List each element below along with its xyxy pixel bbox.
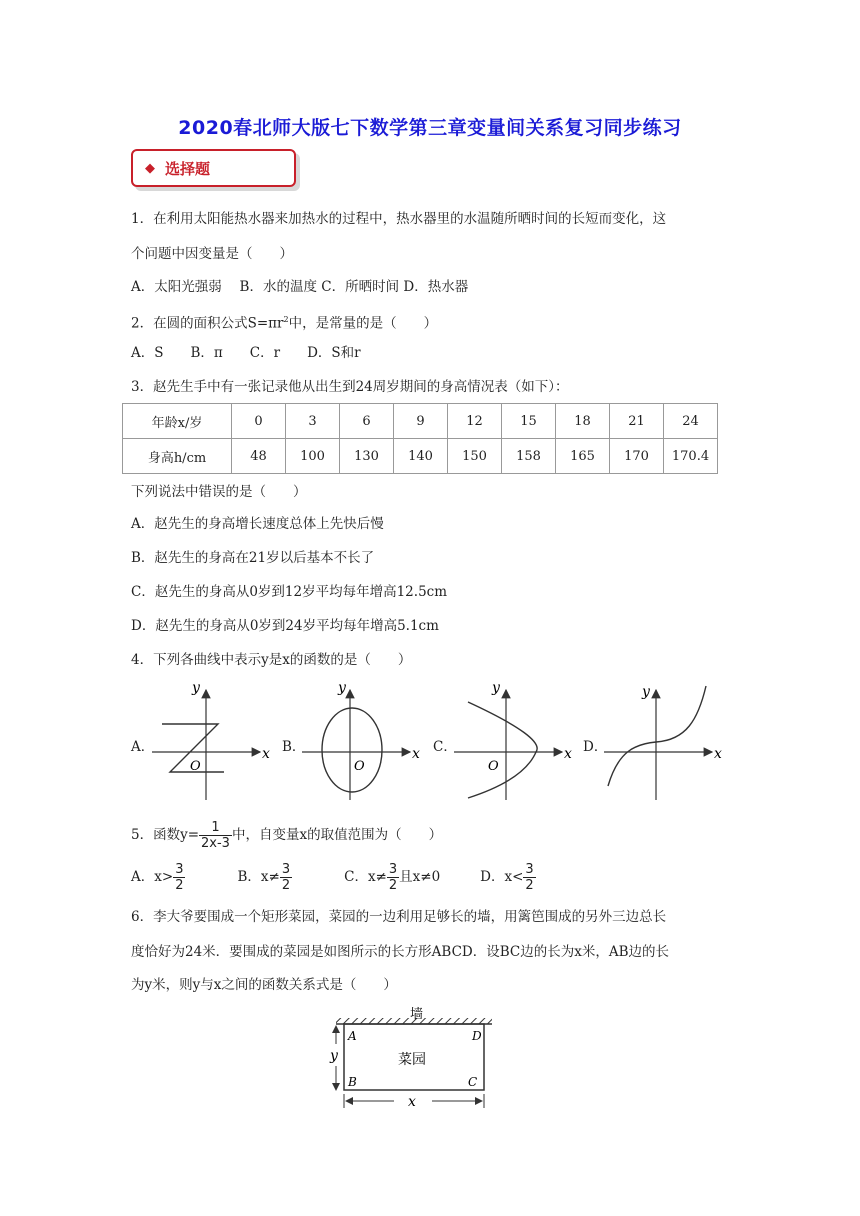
height-table: [122, 403, 718, 474]
graph-b-origin: O: [354, 759, 365, 774]
graph-b: [298, 680, 426, 806]
q2-stem: 2．在圆的面积公式$S=\pi r^2$中，是常量的是（ ）: [131, 315, 438, 332]
q3-option-d: D．赵先生的身高从0岁到24岁平均每年增高5.1cm: [131, 618, 439, 634]
page-title: 2020春北师大版七下数学第三章变量间关系复习同步练习: [178, 117, 682, 139]
garden-label: 菜园: [398, 1052, 426, 1068]
graph-d-x-label: x: [714, 746, 722, 762]
table-cell: 140: [394, 439, 448, 474]
q3-option-b: B．赵先生的身高在21岁以后基本不长了: [131, 550, 375, 566]
vertex-d: D: [472, 1029, 482, 1043]
q4-stem: 4．下列各曲线中表示y是x的函数的是（ ）: [131, 652, 412, 668]
table-cell: 130: [340, 439, 394, 474]
q4-label-a: A．: [131, 739, 155, 755]
graph-c-x-label: x: [564, 746, 572, 762]
table-cell: 6: [340, 404, 394, 439]
table-cell: 3: [286, 404, 340, 439]
vertex-b: B: [348, 1075, 357, 1089]
graph-c-origin: O: [488, 759, 499, 774]
q2-options: A．S B．π C．r D．S和r: [131, 345, 361, 361]
vertex-c: C: [468, 1075, 478, 1089]
q3-option-a: A．赵先生的身高增长速度总体上先快后慢: [131, 516, 384, 532]
q4-label-c: C．: [433, 739, 457, 755]
q5-stem: 5．函数y= $\frac{1}{2x-3}$ 中，自变量x的取值范围为（ ）: [131, 820, 443, 851]
dimension-x: x: [408, 1094, 416, 1110]
table-cell: 158: [502, 439, 556, 474]
table-row: [123, 404, 718, 439]
q1-options: A．太阳光强弱 B．水的温度 C．所晒时间 D．热水器: [131, 279, 469, 295]
q3-option-c: C．赵先生的身高从0岁到12岁平均每年增高12.5cm: [131, 584, 448, 600]
table-cell: 12: [448, 404, 502, 439]
graph-a-origin: O: [190, 759, 201, 774]
table-cell: 18: [556, 404, 610, 439]
table-cell: 170.4: [664, 439, 718, 474]
graph-c: [450, 680, 578, 806]
table-header-height: 身高h/cm: [123, 439, 232, 474]
graph-d: [600, 680, 728, 806]
vertex-a: A: [348, 1029, 357, 1043]
table-cell: 150: [448, 439, 502, 474]
graph-a: [148, 680, 276, 806]
q4-label-d: D．: [583, 739, 608, 755]
table-row: [123, 439, 718, 474]
graph-a-y-label: y: [192, 680, 200, 696]
q6-line3: 为y米，则y与x之间的函数关系式是（ ）: [131, 977, 397, 993]
dimension-y: y: [330, 1048, 338, 1064]
table-header-age: 年龄x/岁: [123, 404, 232, 439]
table-cell: 21: [610, 404, 664, 439]
q3-ask: 下列说法中错误的是（ ）: [131, 484, 307, 500]
garden-figure: [322, 1002, 502, 1114]
q6-line2: 度恰好为24米．要围成的菜园是如图所示的长方形ABCD．设BC边的长为x米，AB边的长: [131, 944, 670, 960]
diamond-icon: ◆: [145, 160, 155, 176]
table-cell: 0: [232, 404, 286, 439]
section-label: 选择题: [165, 159, 211, 178]
wall-label: 墙: [410, 1007, 424, 1022]
table-cell: 165: [556, 439, 610, 474]
section-header: [131, 149, 296, 187]
q5-option-b: B．x≠ $\frac{3}{2}$: [237, 862, 291, 893]
q5-options: [131, 860, 731, 894]
table-cell: 24: [664, 404, 718, 439]
q5-option-c: C．x≠ $\frac{3}{2}$ 且x≠0: [344, 862, 441, 893]
table-cell: 9: [394, 404, 448, 439]
q1-line1: 1．在利用太阳能热水器来加热水的过程中，热水器里的水温随所晒时间的长短而变化，这: [131, 211, 667, 227]
q5-fraction: $\frac{1}{2x-3}$: [201, 820, 230, 851]
q5-option-d: D．x< $\frac{3}{2}$: [480, 862, 534, 893]
q6-line1: 6．李大爷要围成一个矩形菜园，菜园的一边利用足够长的墙，用篱笆围成的另外三边总长: [131, 909, 667, 925]
table-cell: 170: [610, 439, 664, 474]
q1-line2: 个问题中因变量是（ ）: [131, 246, 293, 262]
graph-c-y-label: y: [492, 680, 500, 696]
graph-b-y-label: y: [338, 680, 346, 696]
q4-label-b: B．: [282, 739, 306, 755]
table-cell: 100: [286, 439, 340, 474]
table-cell: 48: [232, 439, 286, 474]
q5-option-a: A．x> $\frac{3}{2}$: [131, 862, 184, 893]
table-cell: 15: [502, 404, 556, 439]
q3-stem: 3．赵先生手中有一张记录他从出生到24周岁期间的身高情况表（如下）：: [131, 379, 569, 395]
graph-d-y-label: y: [642, 684, 650, 700]
graph-a-x-label: x: [262, 746, 270, 762]
graph-b-x-label: x: [412, 746, 420, 762]
